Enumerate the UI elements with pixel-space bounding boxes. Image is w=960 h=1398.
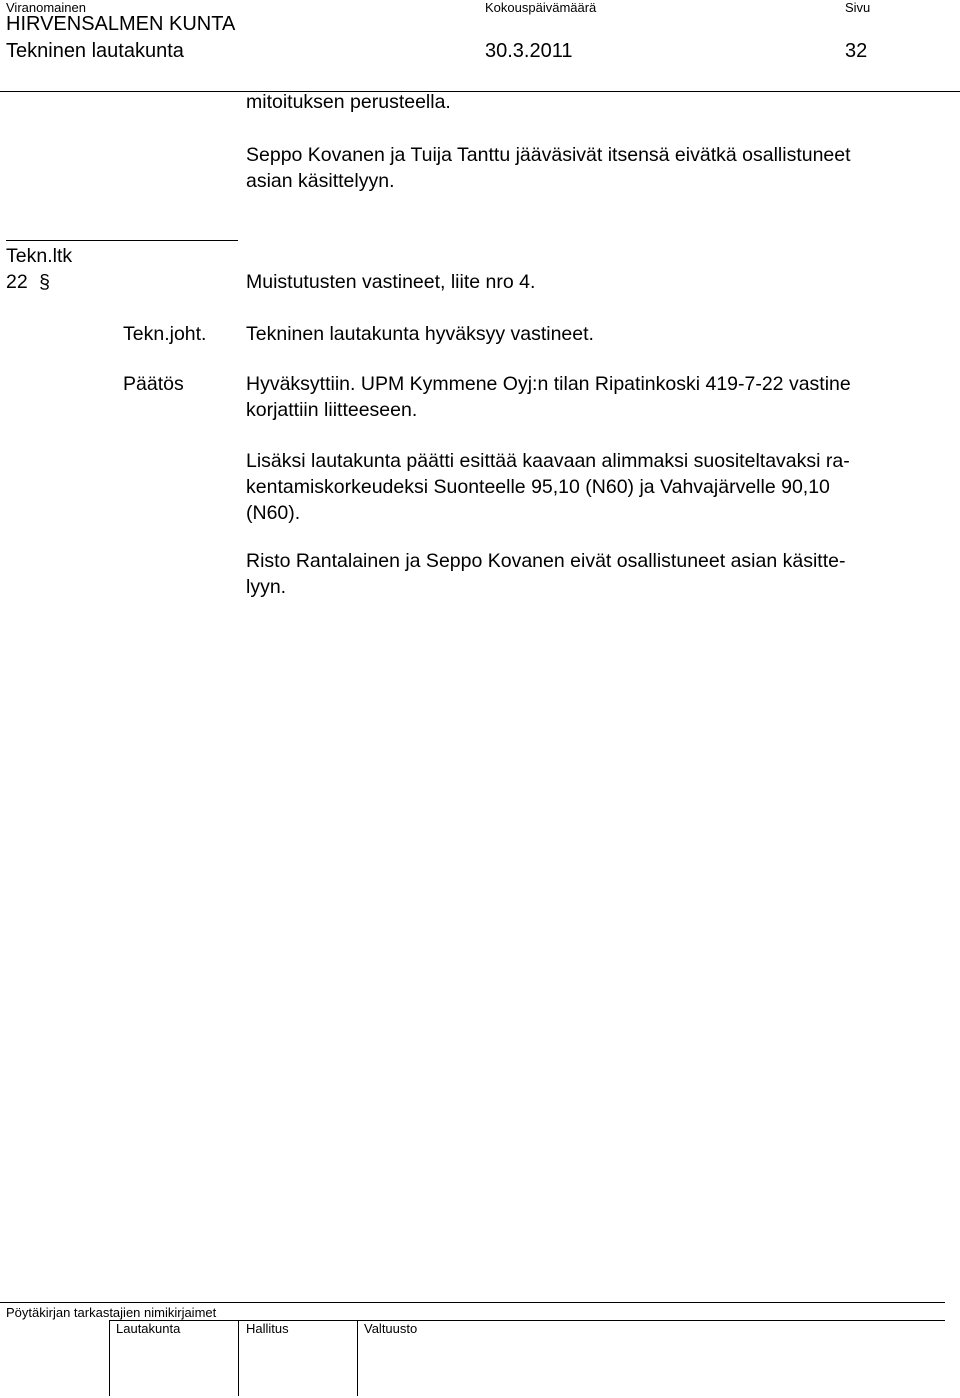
footer-column-line	[357, 1320, 358, 1396]
decision-label: Päätös	[123, 373, 184, 395]
section-separator	[6, 240, 238, 241]
board-name: Tekninen lautakunta	[6, 40, 184, 62]
decision-text-line: korjattiin liitteeseen.	[246, 399, 418, 421]
footer-top-divider	[0, 1302, 945, 1303]
footer-col-hallitus: Hallitus	[246, 1321, 289, 1336]
proposal-label: Tekn.joht.	[123, 323, 207, 345]
prev-text-line: Seppo Kovanen ja Tuija Tanttu jääväsivät itsensä eivätkä osallistuneet	[246, 144, 851, 166]
footer-col-lautakunta: Lautakunta	[116, 1321, 181, 1336]
footer-title: Pöytäkirjan tarkastajien nimikirjaimet	[6, 1305, 217, 1320]
decision-text-line: lyyn.	[246, 576, 287, 598]
section-symbol: §	[39, 271, 50, 293]
page-number: 32	[845, 40, 868, 62]
header-label-page: Sivu	[845, 0, 871, 15]
section-title: Muistutusten vastineet, liite nro 4.	[246, 271, 536, 293]
meeting-date: 30.3.2011	[485, 40, 573, 62]
footer-col-valtuusto: Valtuusto	[364, 1321, 418, 1336]
header-divider	[0, 91, 960, 92]
header-label-date: Kokouspäivämäärä	[485, 0, 597, 15]
header-label-authority: Viranomainen	[6, 0, 86, 15]
decision-text-line: Lisäksi lautakunta päätti esittää kaavaan alimmaksi suositeltavaksi ra-	[246, 450, 850, 472]
footer-column-divider	[110, 1320, 945, 1321]
decision-text-line: Hyväksyttiin. UPM Kymmene Oyj:n tilan Ripatinkoski 419-7-22 vastine	[246, 373, 851, 395]
footer-column-line	[109, 1320, 110, 1396]
section-number: 22 §	[6, 271, 50, 293]
decision-text-line: Risto Rantalainen ja Seppo Kovanen eivät osallistuneet asian käsitte-	[246, 550, 846, 572]
decision-text-line: (N60).	[246, 502, 301, 524]
decision-text-line: kentamiskorkeudeksi Suonteelle 95,10 (N60) ja Vahvajärvelle 90,10	[246, 476, 830, 498]
footer-column-line	[238, 1320, 239, 1396]
prev-text-line: asian käsittelyyn.	[246, 170, 395, 192]
municipality-name: HIRVENSALMEN KUNTA	[6, 13, 236, 35]
section-org: Tekn.ltk	[6, 245, 73, 267]
proposal-text: Tekninen lautakunta hyväksyy vastineet.	[246, 323, 594, 345]
prev-text-line: mitoituksen perusteella.	[246, 91, 451, 113]
